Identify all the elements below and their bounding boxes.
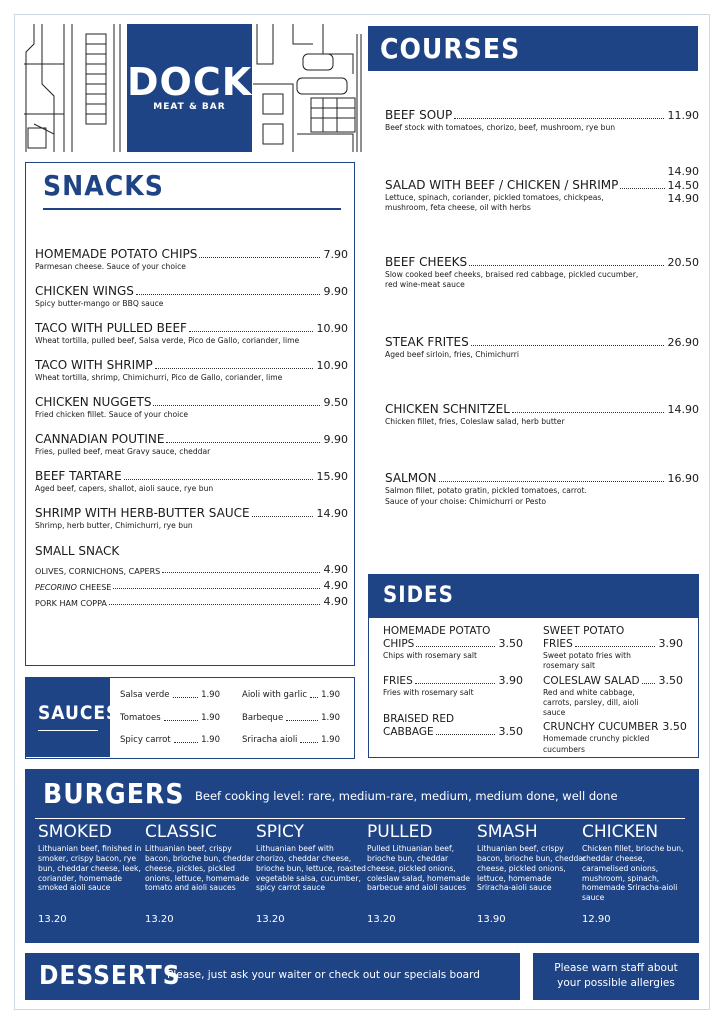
snack-name: CHICKEN NUGGETS bbox=[35, 395, 152, 409]
sauce-item bbox=[120, 690, 220, 700]
side-item bbox=[383, 674, 523, 698]
course-prices bbox=[668, 165, 700, 206]
snack-name: TACO WITH SHRIMP bbox=[35, 358, 153, 372]
sauce-price: 1.90 bbox=[321, 690, 340, 700]
burger-price: 13.20 bbox=[256, 914, 285, 925]
snack-desc: Wheat tortilla, shrimp, Chimichurri, Pico de Gallo, coriander, lime bbox=[35, 373, 283, 382]
snack-name: TACO WITH PULLED BEEF bbox=[35, 321, 187, 335]
burger-item-smoked bbox=[38, 822, 148, 925]
course-desc: Slow cooked beef cheeks, braised red cabbage, pickled cucumber, red wine-meat sauce bbox=[385, 270, 639, 290]
course-price: 16.90 bbox=[667, 472, 699, 485]
snack-desc: Shrimp, herb butter, Chimichurri, rye bun bbox=[35, 521, 193, 530]
burger-desc: Pulled Lithuanian beef, brioche bun, cheddar cheese, pickled onions, coleslaw salad, homemade barbecue and aioli sauces bbox=[367, 844, 471, 893]
burger-desc: Lithuanian beef, crispy bacon, brioche bun, cheddar cheese, pickles, pickled onions, lettuce, homemade tomato and aioli sauces bbox=[145, 844, 255, 893]
snack-desc: Fries, pulled beef, meat Gravy sauce, cheddar bbox=[35, 447, 211, 456]
map-illustration-left bbox=[24, 24, 127, 152]
sauce-price: 1.90 bbox=[201, 735, 220, 745]
burger-item-classic bbox=[145, 822, 255, 925]
burger-price: 12.90 bbox=[582, 914, 611, 925]
burger-name: SMOKED bbox=[38, 822, 112, 842]
burger-desc: Lithuanian beef, crispy bacon, brioche bun, cheddar cheese, pickled onions, lettuce, homemade Sriracha-aioli sauce bbox=[477, 844, 587, 893]
course-desc: Aged beef sirloin, fries, Chimichurri bbox=[385, 350, 519, 359]
burger-name: SMASH bbox=[477, 822, 538, 842]
side-price: 3.50 bbox=[498, 724, 523, 738]
desserts-title: DESSERTS bbox=[39, 961, 181, 991]
sauces-title-underline bbox=[38, 730, 98, 731]
course-price: 14.90 bbox=[667, 165, 699, 178]
courses-header bbox=[368, 26, 698, 71]
course-name: SALAD WITH BEEF / CHICKEN / SHRIMP bbox=[385, 178, 619, 192]
side-desc: Homemade crunchy pickled cucumbers bbox=[543, 734, 650, 754]
course-price: 14.50 bbox=[667, 178, 699, 192]
snack-name: HOMEMADE POTATO CHIPS bbox=[35, 247, 198, 261]
snacks-title: SNACKS bbox=[43, 169, 164, 202]
course-price: 14.90 bbox=[667, 192, 699, 205]
burger-item-pulled bbox=[367, 822, 477, 925]
course-price: 26.90 bbox=[667, 336, 699, 349]
burger-name: PULLED bbox=[367, 822, 433, 842]
snack-price: 7.90 bbox=[323, 248, 348, 261]
course-item bbox=[385, 255, 699, 291]
course-item bbox=[385, 471, 699, 508]
sides-col-right bbox=[543, 625, 687, 755]
burger-item-chicken bbox=[582, 822, 690, 925]
course-price: 14.90 bbox=[667, 403, 699, 416]
sauce-name: Tomatoes bbox=[120, 713, 161, 723]
small-snack-name: OLIVES, CORNICHONS, CAPERS bbox=[35, 567, 161, 576]
snack-price: 9.90 bbox=[323, 433, 348, 446]
small-snack-name: PORK HAM COPPA bbox=[35, 599, 107, 608]
snack-item bbox=[35, 358, 348, 383]
snack-price: 9.50 bbox=[323, 396, 348, 409]
snack-item bbox=[35, 395, 348, 420]
burger-name: SPICY bbox=[256, 822, 305, 842]
side-desc: Sweet potato fries with rosemary salt bbox=[543, 651, 631, 671]
snack-name: BEEF TARTARE bbox=[35, 469, 122, 483]
burgers-divider bbox=[35, 818, 685, 819]
allergy-panel bbox=[533, 953, 699, 1000]
burgers-cooking-level: Beef cooking level: rare, medium-rare, medium, medium done, well done bbox=[195, 789, 618, 803]
snack-price: 14.90 bbox=[316, 507, 348, 520]
side-name: COLESLAW SALAD bbox=[543, 674, 640, 687]
snack-desc: Parmesan cheese. Sauce of your choice bbox=[35, 262, 186, 271]
sauce-name: Spicy carrot bbox=[120, 735, 171, 745]
side-item bbox=[543, 674, 683, 719]
snack-price: 10.90 bbox=[316, 359, 348, 372]
burger-price: 13.20 bbox=[145, 914, 174, 925]
side-name: HOMEMADE POTATO bbox=[383, 625, 491, 637]
snack-item bbox=[35, 321, 348, 346]
course-desc: Chicken fillet, fries, Coleslaw salad, herb butter bbox=[385, 417, 565, 426]
side-price: 3.90 bbox=[498, 674, 523, 688]
map-illustration-right bbox=[253, 24, 365, 152]
side-name-line2: FRIES bbox=[543, 638, 573, 650]
sauce-name: Sriracha aioli bbox=[242, 735, 298, 745]
burger-desc: Chicken fillet, brioche bun, cheddar cheese, caramelised onions, mushroom, spinach, homemade Sriracha-aioli sauce bbox=[582, 844, 684, 903]
small-snack-group bbox=[35, 544, 348, 608]
sauce-name: Barbeque bbox=[242, 713, 284, 723]
side-price: 3.90 bbox=[658, 637, 683, 650]
side-name-line2: CHIPS bbox=[383, 638, 415, 650]
sauce-price: 1.90 bbox=[321, 735, 340, 745]
small-snack-title: SMALL SNACK bbox=[35, 544, 120, 558]
course-name: BEEF SOUP bbox=[385, 108, 453, 122]
sides-title: SIDES bbox=[383, 583, 454, 608]
sauce-name: Salsa verde bbox=[120, 690, 170, 700]
desserts-panel bbox=[25, 953, 520, 1000]
brand-name: DOCK bbox=[127, 60, 253, 104]
sauce-item bbox=[120, 713, 220, 723]
snack-item bbox=[35, 469, 348, 494]
burger-price: 13.20 bbox=[38, 914, 67, 925]
burger-desc: Lithuanian beef, finished in smoker, crispy bacon, rye bun, cheddar cheese, leek, coriander, homemade smoked aioli sauce bbox=[38, 844, 142, 893]
allergy-text: Please warn staff about your possible allergies bbox=[554, 962, 678, 989]
burger-desc: Lithuanian beef with chorizo, cheddar cheese, brioche bun, lettuce, roasted vegetable salsa, cucumber, spicy carrot sauce bbox=[256, 844, 366, 893]
side-item bbox=[383, 713, 523, 738]
sides-header bbox=[369, 575, 698, 618]
sides-box bbox=[368, 574, 699, 758]
burgers-title: BURGERS bbox=[43, 777, 185, 810]
burger-item-spicy bbox=[256, 822, 366, 925]
snack-desc: Spicy butter-mango or BBQ sauce bbox=[35, 299, 164, 308]
brand-tagline: MEAT & BAR bbox=[153, 102, 226, 112]
course-item bbox=[385, 402, 699, 427]
burger-name: CLASSIC bbox=[145, 822, 217, 842]
course-desc: Lettuce, spinach, coriander, pickled tomatoes, chickpeas, mushroom, feta cheese, oil with herbs bbox=[385, 193, 604, 213]
snack-price: 15.90 bbox=[316, 470, 348, 483]
side-name-line2: CABBAGE bbox=[383, 725, 434, 738]
side-item bbox=[543, 625, 683, 672]
course-desc: Beef stock with tomatoes, chorizo, beef, mushroom, rye bun bbox=[385, 123, 616, 132]
snack-item bbox=[35, 506, 348, 531]
sauce-price: 1.90 bbox=[201, 690, 220, 700]
burger-name: CHICKEN bbox=[582, 822, 659, 842]
sauce-item bbox=[242, 735, 340, 745]
snacks-title-underline bbox=[43, 208, 341, 210]
course-desc: Salmon fillet, potato gratin, pickled tomatoes, carrot. bbox=[385, 486, 587, 495]
sauce-item bbox=[242, 713, 340, 723]
sauce-price: 1.90 bbox=[201, 713, 220, 723]
course-price: 20.50 bbox=[667, 256, 699, 269]
side-desc: Red and white cabbage, carrots, parsley, dill, aioli sauce bbox=[543, 687, 639, 717]
course-item bbox=[385, 335, 699, 360]
course-name: BEEF CHEEKS bbox=[385, 255, 468, 269]
small-snack-name: CHEESE bbox=[76, 583, 112, 592]
sauce-item bbox=[120, 735, 220, 745]
small-snack-name-italic: PECORINO bbox=[35, 583, 77, 592]
side-price: 3.50 bbox=[662, 720, 687, 734]
logo-block bbox=[127, 24, 252, 152]
burger-price: 13.20 bbox=[367, 914, 396, 925]
course-price: 11.90 bbox=[667, 109, 699, 122]
snack-name: CANNADIAN POUTINE bbox=[35, 432, 165, 446]
side-price: 3.50 bbox=[498, 637, 523, 650]
snack-price: 10.90 bbox=[316, 322, 348, 335]
snack-item bbox=[35, 284, 348, 309]
sauce-name: Aioli with garlic bbox=[242, 690, 308, 700]
course-name: SALMON bbox=[385, 471, 437, 485]
snack-price: 9.90 bbox=[323, 285, 348, 298]
snack-name: CHICKEN WINGS bbox=[35, 284, 134, 298]
snack-desc: Aged beef, capers, shallot, aioli sauce, rye bun bbox=[35, 484, 214, 493]
sauces-title: SAUCES bbox=[38, 702, 120, 724]
sauces-box bbox=[25, 677, 355, 759]
courses-title: COURSES bbox=[380, 32, 521, 65]
snack-item bbox=[35, 432, 348, 457]
sauces-header bbox=[26, 678, 120, 757]
side-name: CRUNCHY CUCUMBER bbox=[543, 721, 659, 734]
course-item bbox=[385, 108, 699, 133]
burger-price: 13.90 bbox=[477, 914, 506, 925]
course-name: STEAK FRITES bbox=[385, 335, 469, 349]
sauce-item bbox=[242, 690, 340, 700]
side-desc: Fries with rosemary salt bbox=[383, 688, 474, 698]
small-snack-price: 4.90 bbox=[323, 563, 348, 576]
course-desc-extra: Sauce of your choise: Chimichurri or Pesto bbox=[385, 497, 547, 507]
side-name: SWEET POTATO bbox=[543, 625, 625, 637]
snack-item bbox=[35, 247, 348, 272]
small-snack-price: 4.90 bbox=[323, 595, 348, 608]
side-name: FRIES bbox=[383, 675, 413, 688]
snacks-box bbox=[25, 162, 355, 666]
side-desc: Chips with rosemary salt bbox=[383, 651, 477, 660]
desserts-text: Please, just ask your waiter or check out our specials board bbox=[167, 969, 480, 981]
side-item bbox=[383, 625, 523, 661]
side-item bbox=[543, 720, 687, 755]
course-name: CHICKEN SCHNITZEL bbox=[385, 402, 510, 416]
sides-col-left bbox=[383, 625, 523, 738]
small-snack-price: 4.90 bbox=[323, 579, 348, 592]
course-item bbox=[385, 165, 699, 214]
side-price: 3.50 bbox=[658, 673, 683, 687]
side-name: BRAISED RED bbox=[383, 712, 455, 725]
snack-desc: Fried chicken fillet. Sauce of your choice bbox=[35, 410, 189, 419]
sauce-price: 1.90 bbox=[321, 713, 340, 723]
snack-name: SHRIMP WITH HERB-BUTTER SAUCE bbox=[35, 506, 250, 520]
snack-desc: Wheat tortilla, pulled beef, Salsa verde, Pico de Gallo, coriander, lime bbox=[35, 336, 300, 345]
burger-item-smash bbox=[477, 822, 587, 925]
